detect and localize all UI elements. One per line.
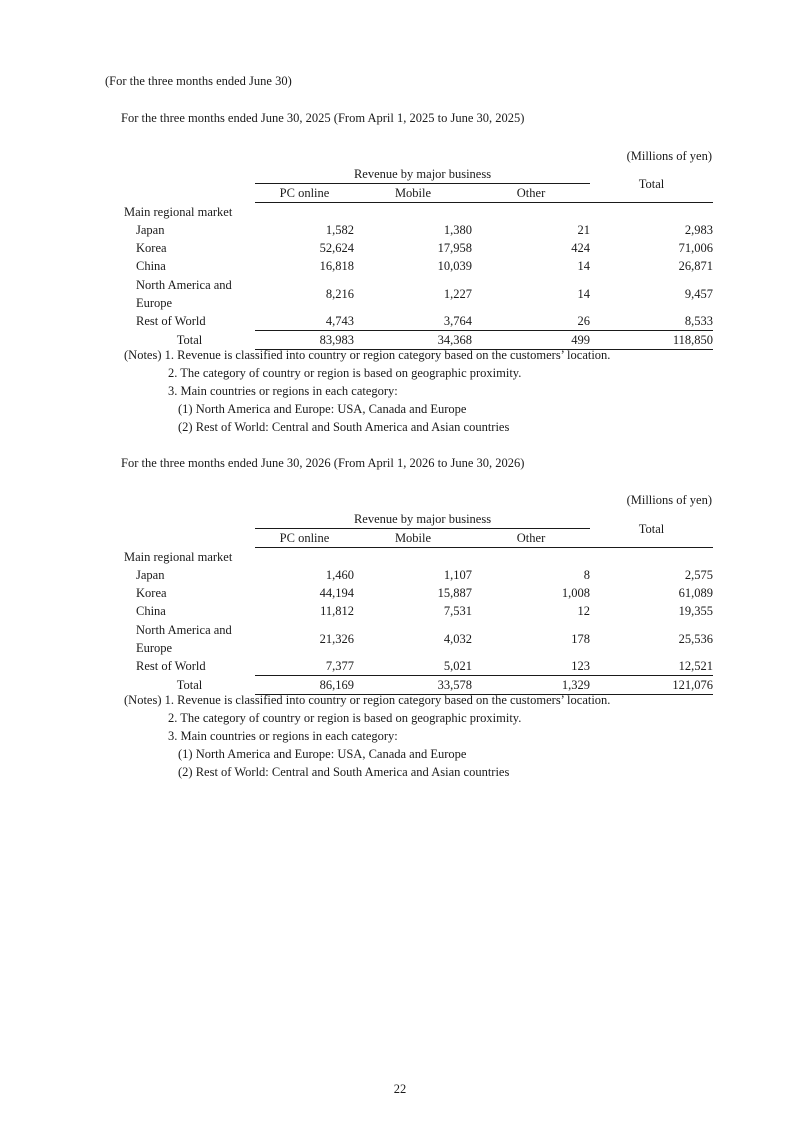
note-line: 3. Main countries or regions in each category: [168,729,398,743]
cell-mobile: 5,021 [354,657,472,676]
note-line: (1) North America and Europe: USA, Canada and Europe [178,747,467,761]
cell-mobile: 7,531 [443,604,472,618]
row-group-label: Main regional market [124,204,233,219]
column-header-mobile: Mobile [354,529,472,548]
note-line: (2) Rest of World: Central and South America and Asian countries [178,765,510,779]
table-row [124,620,713,657]
note-line: 2. The category of country or region is based on geographic proximity. [168,366,522,380]
notes [124,346,610,436]
table-row [124,566,713,584]
cell-total: 25,536 [678,631,714,646]
cell-mobile: 3,764 [354,312,472,331]
cell-pc-online: 8,216 [325,286,354,301]
cell-pc-online: 16,818 [319,259,354,273]
notes [124,691,610,781]
cell-pc-online: 7,377 [255,657,354,676]
total-row-label: Total [176,678,203,692]
cell-total: 2,983 [684,223,714,237]
cell-total: 8,533 [590,312,713,331]
cell-total: 71,006 [678,241,714,255]
note-line: 2. The category of country or region is based on geographic proximity. [168,711,522,725]
cell-total: 118,850 [590,331,713,350]
cell-other: 14 [577,286,591,301]
cell-total: 19,355 [678,604,714,618]
cell-mobile: 33,578 [354,676,472,695]
cell-other: 12 [577,604,591,618]
cell-mobile: 15,887 [437,586,472,600]
revenue-table [124,510,713,695]
cell-other: 21 [577,223,591,237]
cell-mobile: 1,380 [443,223,472,237]
note-line: 3. Main countries or regions in each category: [168,384,398,398]
row-label: Korea [136,241,167,255]
cell-total: 121,076 [590,676,713,695]
cell-total: 61,089 [678,586,714,600]
cell-mobile: 1,227 [443,286,472,301]
cell-pc-online: 86,169 [255,676,354,695]
cell-pc-online: 11,812 [320,604,354,618]
period-title: For the three months ended June 30, 2026 (From April 1, 2026 to June 30, 2026) [121,456,525,470]
column-header-mobile: Mobile [354,184,472,203]
cell-total: 9,457 [684,286,714,301]
cell-total: 12,521 [590,657,713,676]
cell-pc-online: 52,624 [319,241,354,255]
table-row [124,221,713,239]
cell-other: 8 [583,568,591,582]
column-header-pc-online: PC online [255,184,354,203]
cell-pc-online: 4,743 [255,312,354,331]
row-label: Rest of World [136,314,206,329]
cell-other: 178 [571,631,591,646]
row-label: Korea [136,586,167,600]
cell-mobile: 10,039 [437,259,472,273]
cell-total: 2,575 [684,568,714,582]
table-row [124,657,713,676]
units-label: (Millions of yen) [626,493,712,507]
cell-other: 26 [472,312,590,331]
units-label: (Millions of yen) [626,149,712,163]
total-header: Total [590,510,713,548]
cell-pc-online: 1,582 [325,223,354,237]
table-row [124,257,713,275]
revenue-table [124,165,713,350]
table-row [124,602,713,620]
group-header: Revenue by major business [255,510,590,529]
row-label: North America and Europe [136,277,232,310]
table-row [124,239,713,257]
period-title: For the three months ended June 30, 2025 (From April 1, 2025 to June 30, 2025) [121,111,525,125]
cell-other: 1,329 [472,676,590,695]
cell-pc-online: 1,460 [325,568,354,582]
row-label: North America and Europe [136,622,232,655]
note-line: (Notes) 1. Revenue is classified into country or region category based on the customers’ location. [124,348,611,362]
table-row [124,584,713,602]
total-row-label: Total [176,333,203,347]
column-header-pc-online: PC online [255,529,354,548]
page-heading: (For the three months ended June 30) [105,74,292,88]
row-label: China [136,259,166,273]
table-row [124,312,713,331]
column-header-other: Other [472,184,590,203]
cell-other: 14 [577,259,591,273]
group-header: Revenue by major business [255,165,590,184]
row-label: Japan [136,223,165,237]
cell-other: 424 [571,241,591,255]
cell-pc-online: 21,326 [319,631,354,646]
note-line: (1) North America and Europe: USA, Canada and Europe [178,402,467,416]
page-number: 22 [393,1082,407,1096]
note-line: (2) Rest of World: Central and South America and Asian countries [178,420,510,434]
cell-mobile: 1,107 [443,568,472,582]
column-header-other: Other [472,529,590,548]
row-group-label: Main regional market [124,549,233,564]
row-label: Rest of World [136,659,206,674]
row-label: Japan [136,568,165,582]
cell-mobile: 17,958 [437,241,472,255]
cell-total: 26,871 [678,259,714,273]
row-label: China [136,604,166,618]
cell-pc-online: 44,194 [319,586,354,600]
cell-other: 1,008 [561,586,591,600]
note-line: (Notes) 1. Revenue is classified into country or region category based on the customers’ location. [124,693,611,707]
cell-other: 123 [472,657,590,676]
total-header: Total [590,165,713,203]
cell-mobile: 34,368 [354,331,472,350]
table-row [124,275,713,312]
cell-other: 499 [472,331,590,350]
cell-pc-online: 83,983 [255,331,354,350]
cell-mobile: 4,032 [443,631,472,646]
